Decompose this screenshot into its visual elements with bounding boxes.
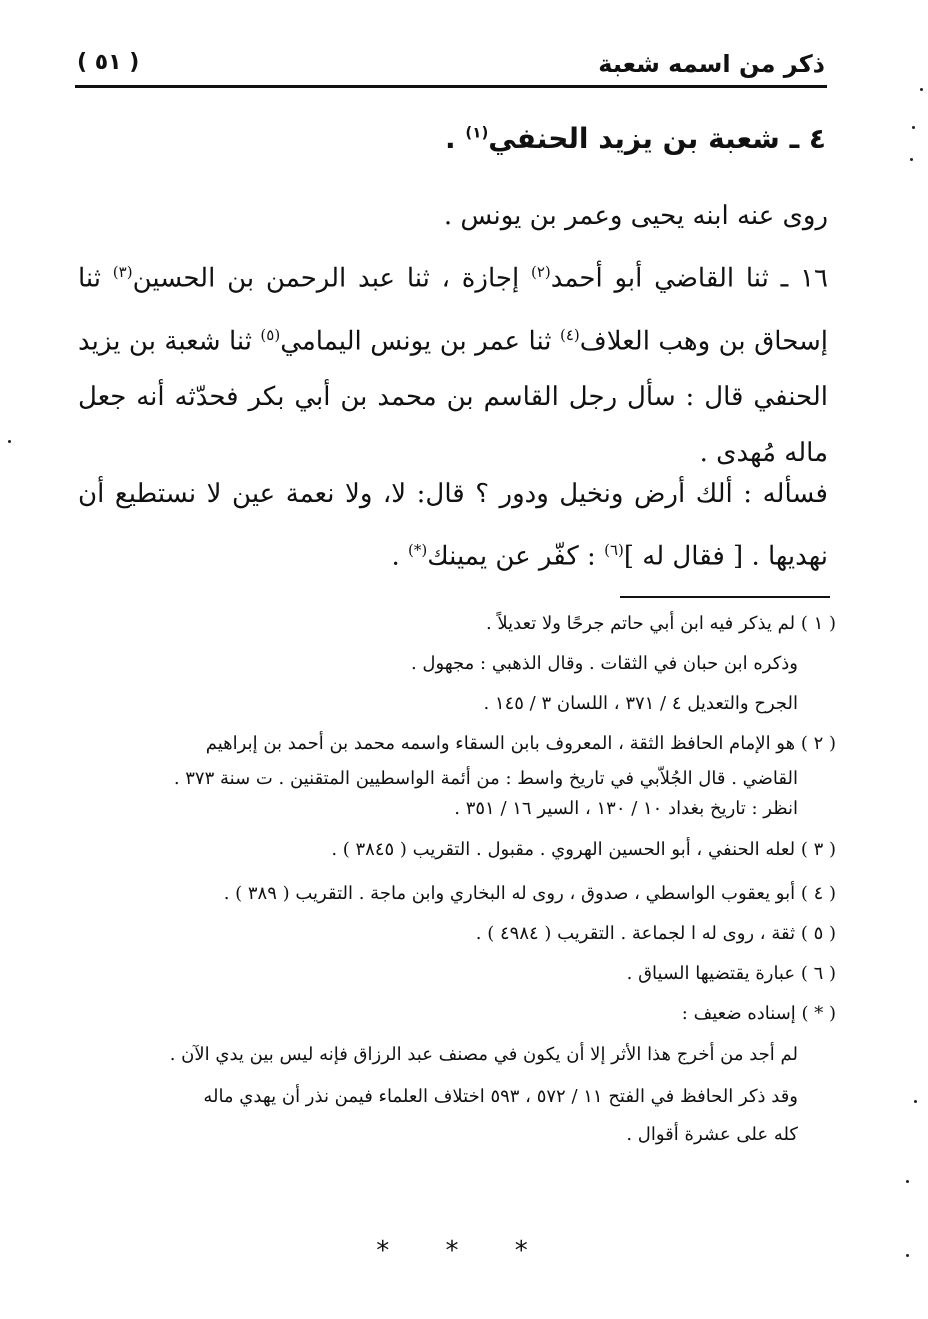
scan-speck <box>8 440 11 443</box>
scan-speck <box>906 1254 909 1257</box>
entry-number: ٤ ـ <box>779 122 826 155</box>
matn-part-c: . <box>391 541 408 572</box>
isnad-part-d: ثنا عمر بن يونس اليمامي <box>280 326 560 357</box>
scan-speck <box>910 158 913 161</box>
scan-speck <box>920 88 923 91</box>
footnote-ref-2: (٢) <box>530 263 551 281</box>
page-number: ( ٥١ ) <box>77 50 140 75</box>
footnote-1-line: الجرح والتعديل ٤ / ٣٧١ ، اللسان ٣ / ١٤٥ . <box>483 693 798 714</box>
header-rule <box>75 85 827 88</box>
scan-speck <box>914 1100 917 1103</box>
footnote-ref-6: (٦) <box>604 541 624 559</box>
footnote-1-line: وذكره ابن حبان في الثقات . وقال الذهبي : مجهول . <box>410 653 798 674</box>
footnote-ref-5: (٥) <box>260 325 281 344</box>
matn-part-a: فسأله : ألك أرض ونخيل ودور ؟ قال: لا، ولا نعمة عين لا نستطيع أن نهديها . [ فقال له ] <box>78 479 828 572</box>
footnotes <box>76 604 836 1152</box>
footnote-2-line: ( ٢ ) هو الإمام الحافظ الثقة ، المعروف بابن السقاء واسمه محمد بن أحمد بن إبراهيم <box>205 733 836 754</box>
footnote-star-line: لم أجد من أخرج هذا الأثر إلا أن يكون في مصنف عبد الرزاق فإنه ليس بين يدي الآن . <box>169 1044 798 1065</box>
isnad-part-a: ١٦ ـ ثنا القاضي أبو أحمد <box>550 263 828 294</box>
entry-name: شعبة بن يزيد الحنفي <box>488 122 780 155</box>
isnad-part-e: ثنا شعبة بن يزيد الحنفي قال : سأل رجل القاسم بن محمد بن أبي بكر فحدّثه أنه جعل ماله مُهدى . <box>78 326 828 469</box>
isnad-part-b: إجازة ، ثنا عبد الرحمن بن الحسين <box>132 263 531 294</box>
end-mark: * * * <box>376 1236 552 1266</box>
entry-title <box>126 122 826 155</box>
footnote-ref-3: (٣) <box>112 263 133 281</box>
hadith-isnad-paragraph <box>78 244 828 481</box>
footnote-5: ( ٥ ) ثقة ، روى له ا لجماعة . التقريب ( ٤٩٨٤ ) . <box>475 923 836 944</box>
entry-title-end: . <box>445 122 466 155</box>
footnote-1-line: ( ١ ) لم يذكر فيه ابن أبي حاتم جرحًا ولا تعديلاً . <box>485 613 836 634</box>
footnote-ref-star: (*) <box>407 541 428 559</box>
footnote-2-line: انظر : تاريخ بغداد ١٠ / ١٣٠ ، السير ١٦ / ٣٥١ . <box>454 798 798 819</box>
page-header <box>75 42 825 82</box>
hadith-matn-paragraph <box>78 466 828 585</box>
footnote-6: ( ٦ ) عبارة يقتضيها السياق . <box>626 963 836 984</box>
footnote-star-line: وقد ذكر الحافظ في الفتح ١١ / ٥٧٢ ، ٥٩٣ اختلاف العلماء فيمن نذر أن يهدي ماله <box>203 1086 798 1107</box>
scan-speck <box>906 1180 909 1183</box>
footnote-3: ( ٣ ) لعله الحنفي ، أبو الحسين الهروي . مقبول . التقريب ( ٣٨٤٥ ) . <box>331 839 836 860</box>
footnote-2 <box>76 724 836 824</box>
matn-part-b: : كفّر عن يمينك <box>427 541 605 572</box>
footnote-separator <box>620 596 830 598</box>
footnote-4: ( ٤ ) أبو يعقوب الواسطي ، صدوق ، روى له البخاري وابن ماجة . التقريب ( ٣٨٩ ) . <box>223 883 836 904</box>
scan-speck <box>912 126 915 129</box>
isnad-part-c: ثنا إسحاق بن وهب العلاف <box>78 263 828 357</box>
footnote-ref-1: (١) <box>465 123 489 142</box>
footnote-2-line: القاضي . قال الجُلاّبي في تاريخ واسط : من أئمة الواسطيين المتقنين . ت سنة ٣٧٣ . <box>173 768 798 789</box>
footnote-1 <box>76 604 836 724</box>
narrators-paragraph: روى عنه ابنه يحيى وعمر بن يونس . <box>443 201 828 231</box>
footnote-star-line: كله على عشرة أقوال . <box>626 1124 798 1145</box>
footnote-star: ( * ) إسناده ضعيف : <box>681 1003 836 1024</box>
running-head: ذكر من اسمه شعبة <box>598 50 825 78</box>
footnote-ref-4: (٤) <box>559 325 580 344</box>
